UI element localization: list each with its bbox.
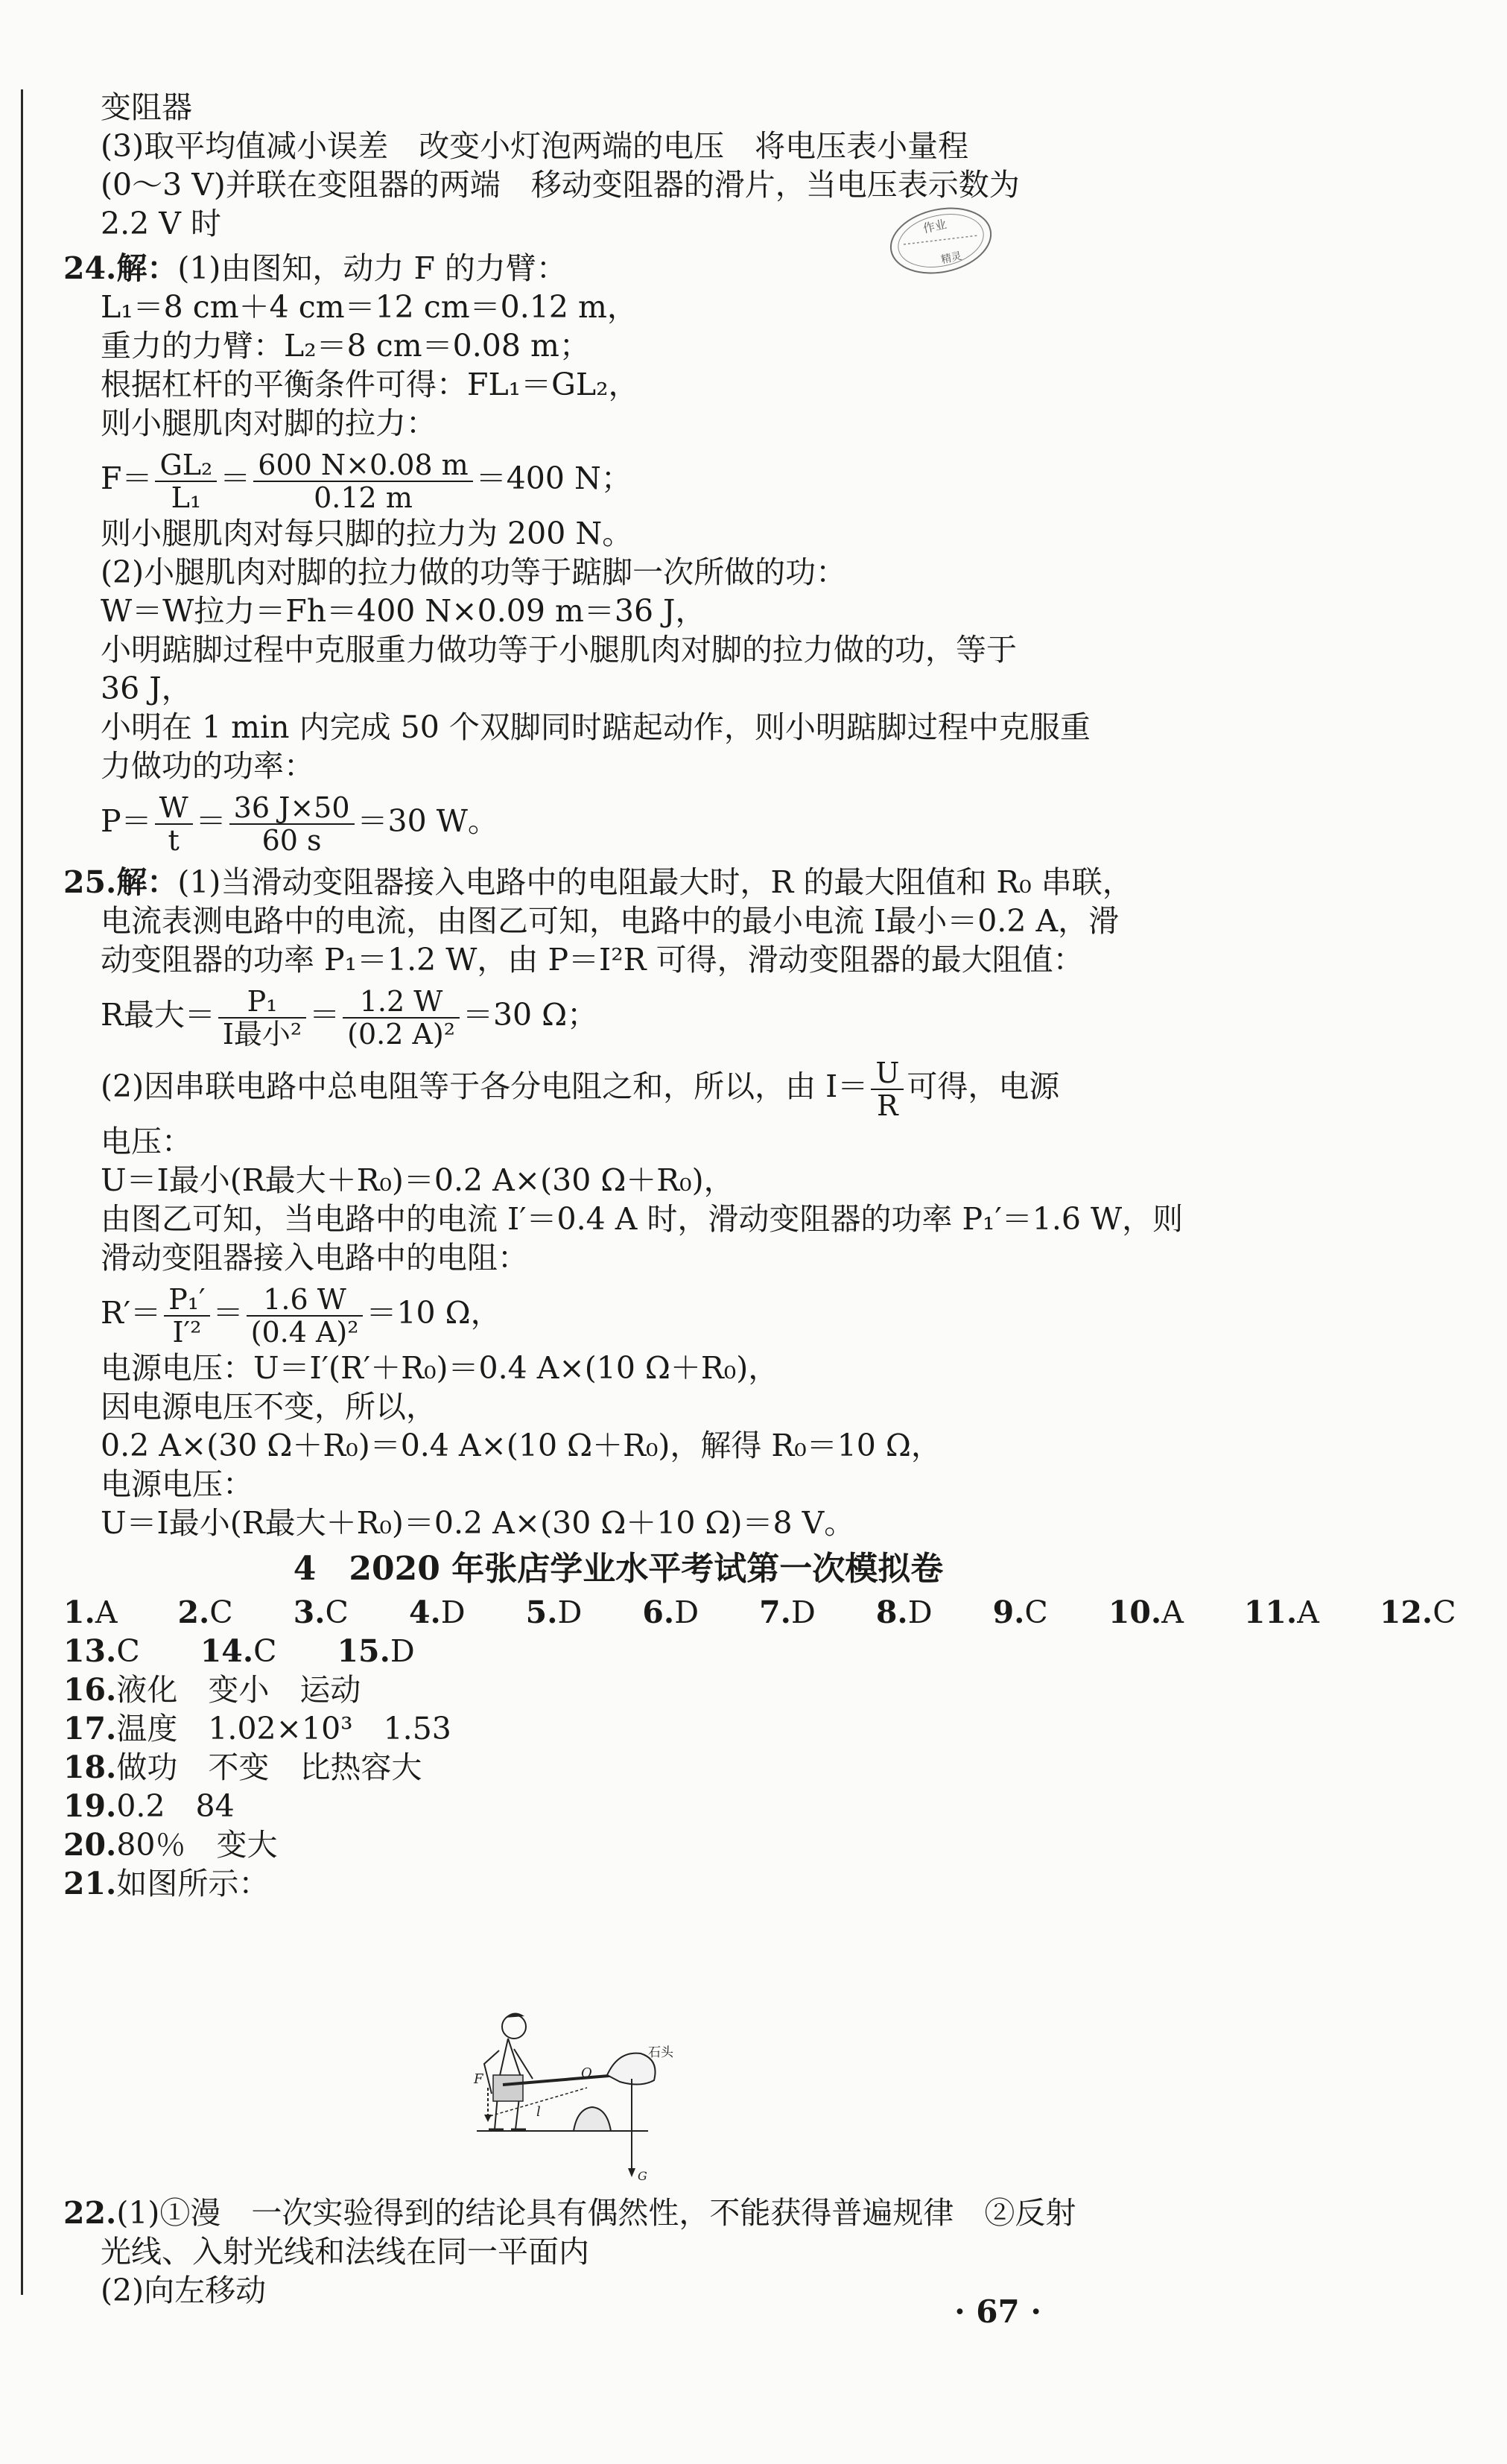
- q25-formula-rprime: [63, 1277, 1173, 1349]
- arm-label: l: [536, 2104, 541, 2120]
- mc-answer: 9.C: [992, 1594, 1048, 1630]
- fraction-numerator: 600 N×0.08 m: [253, 449, 472, 482]
- fraction-denominator: (0.2 A)²: [347, 1017, 455, 1051]
- q25-line: 由图乙可知，当电路中的电流 I′＝0.4 A 时，滑动变阻器的功率 P₁′＝1.6 W，则: [101, 1201, 1184, 1237]
- fraction-numerator: GL₂: [155, 449, 217, 482]
- q24-line: 力做功的功率：: [101, 748, 314, 784]
- equals-sign: ＝: [309, 997, 340, 1033]
- page-number: · 67 ·: [954, 2293, 1041, 2330]
- mc-answers-row-1: [63, 1593, 1456, 1632]
- fraction-denominator: 60 s: [261, 823, 322, 857]
- fraction-numerator: 1.6 W: [247, 1284, 364, 1317]
- q24-line: 重力的力臂：L₂＝8 cm＝0.08 m；: [101, 328, 590, 364]
- q25-line: U＝I最小(R最大＋R₀)＝0.2 A×(30 Ω＋10 Ω)＝8 V。: [101, 1505, 855, 1541]
- q25-line: (1)当滑动变阻器接入电路中的电阻最大时，R 的最大阻值和 R₀ 串联，: [177, 864, 1133, 900]
- q24-line: 小明踮脚过程中克服重力做功等于小腿肌肉对脚的拉力做的功，等于: [101, 632, 1017, 668]
- formula-lhs: R′＝: [101, 1295, 162, 1331]
- q25-first-line: [63, 863, 1173, 902]
- person-head-icon: [502, 2015, 526, 2039]
- fraction-numerator: 36 J×50: [229, 792, 355, 825]
- fill-answer: 18.做功 不变 比热容大: [63, 1749, 422, 1785]
- fraction: [218, 986, 306, 1050]
- fill-answer: 20.80％ 变大: [63, 1827, 278, 1863]
- stamp-text-top: 作业: [921, 217, 948, 236]
- section-title: 4 2020 年张店学业水平考试第一次模拟卷: [293, 1550, 944, 1588]
- mc-answer: 10.A: [1108, 1594, 1184, 1630]
- q22-line: (2)向左移动: [101, 2273, 267, 2308]
- formula-rhs: ＝400 N；: [475, 460, 632, 496]
- text-line: 2.2 V 时: [101, 206, 221, 241]
- text-segment: (2)因串联电路中总电阻等于各分电阻之和，所以，由 I＝: [101, 1068, 869, 1104]
- q25-line: 因电源电压不变，所以，: [101, 1389, 437, 1425]
- fraction-numerator: P₁′: [164, 1284, 209, 1317]
- q24-line: 根据杠杆的平衡条件可得：FL₁＝GL₂，: [101, 367, 639, 402]
- fill-answer: 17.温度 1.02×10³ 1.53: [63, 1711, 451, 1746]
- fraction-numerator: W: [155, 792, 193, 825]
- text-line: 变阻器: [101, 89, 192, 125]
- q25-line: 0.2 A×(30 Ω＋R₀)＝0.4 A×(10 Ω＋R₀)，解得 R₀＝10 Ω，: [101, 1428, 942, 1463]
- formula-rhs: ＝30 W。: [357, 803, 498, 839]
- equals-sign: ＝: [220, 460, 251, 496]
- q24-line: L₁＝8 cm＋4 cm＝12 cm＝0.12 m，: [101, 289, 638, 325]
- q24-first-line: [63, 249, 1173, 288]
- q24-line: 则小腿肌肉对脚的拉力：: [101, 405, 437, 441]
- fraction: [871, 1057, 904, 1121]
- mc-answer: 13.C: [63, 1633, 140, 1669]
- fraction-denominator: I′²: [172, 1315, 202, 1349]
- fraction: [155, 449, 217, 513]
- q25-formula-rmax: [63, 979, 1173, 1051]
- mc-answer: 11.A: [1243, 1594, 1319, 1630]
- equals-sign: ＝: [212, 1295, 244, 1331]
- q25-line: 电压：: [101, 1124, 192, 1159]
- text-line: (3)取平均值减小误差 改变小灯泡两端的电压 将电压表小量程: [101, 128, 969, 164]
- mc-answer: 6.D: [642, 1594, 699, 1630]
- formula-rhs: ＝10 Ω，: [366, 1295, 501, 1331]
- mc-answer: 3.C: [293, 1594, 349, 1630]
- fill-answer: 21.如图所示：: [63, 1866, 270, 1901]
- fraction: [253, 449, 472, 513]
- fraction-denominator: (0.4 A)²: [250, 1315, 359, 1349]
- formula-lhs: P＝: [101, 803, 152, 839]
- formula-lhs: R最大＝: [101, 997, 215, 1033]
- gravity-label: G: [638, 2169, 647, 2183]
- fill-answer: 19.0.2 84: [63, 1788, 235, 1824]
- mc-answer: 12.C: [1379, 1594, 1456, 1630]
- fraction: [155, 792, 193, 856]
- fraction-denominator: L₁: [171, 481, 202, 514]
- q25-line: 电流表测电路中的电流，由图乙可知，电路中的最小电流 I最小＝0.2 A，滑: [101, 903, 1120, 939]
- mc-answer: 5.D: [525, 1594, 583, 1630]
- q22-number: 22.: [63, 2195, 117, 2231]
- formula-lhs: F＝: [101, 460, 153, 496]
- q25-line-ohm: [63, 1051, 1173, 1122]
- mc-answers-row-2: [63, 1632, 1173, 1670]
- q24-line: (1)由图知，动力 F 的力臂：: [177, 250, 567, 286]
- text-line: (0～3 V)并联在变阻器的两端 移动变阻器的滑片，当电压表示数为: [101, 167, 1020, 203]
- fraction-numerator: U: [871, 1057, 904, 1090]
- mc-answer: 14.C: [200, 1633, 277, 1669]
- mc-answer: 15.D: [337, 1633, 415, 1669]
- mc-answer: 8.D: [875, 1594, 933, 1630]
- fill-answer: 16.液化 变小 运动: [63, 1672, 361, 1708]
- fraction: [164, 1284, 209, 1348]
- q24-number: 24.: [63, 250, 117, 286]
- fraction-denominator: 0.12 m: [314, 481, 413, 514]
- fraction: [343, 986, 460, 1050]
- formula-rhs: ＝30 Ω；: [462, 997, 598, 1033]
- q24-line: W＝W拉力＝Fh＝400 N×0.09 m＝36 J，: [101, 593, 706, 629]
- mc-answer: 2.C: [177, 1594, 233, 1630]
- q22-line: (1)①漫 一次实验得到的结论具有偶然性，不能获得普遍规律 ②反射: [116, 2195, 1076, 2231]
- fraction-denominator: I最小²: [222, 1017, 302, 1051]
- q25-line: 电源电压：U＝I′(R′＋R₀)＝0.4 A×(10 Ω＋R₀)，: [101, 1350, 779, 1386]
- q24-line: 小明在 1 min 内完成 50 个双脚同时踮起动作，则小明踮脚过程中克服重: [101, 709, 1091, 745]
- q25-line: 滑动变阻器接入电路中的电阻：: [101, 1240, 528, 1276]
- fraction-numerator: P₁: [218, 986, 306, 1019]
- q22-block: [63, 2194, 1173, 2310]
- fraction-denominator: R: [877, 1089, 898, 1122]
- q25-line: U＝I最小(R最大＋R₀)＝0.2 A×(30 Ω＋R₀)，: [101, 1162, 735, 1198]
- mc-answer: 4.D: [408, 1594, 466, 1630]
- mc-answer: 7.D: [759, 1594, 816, 1630]
- q24-formula-force: [63, 443, 1173, 514]
- q25-number: 25.: [63, 864, 117, 900]
- text-segment: 可得，电源: [907, 1068, 1060, 1104]
- mc-answer: 1.A: [63, 1594, 118, 1630]
- binding-margin-line: [21, 89, 23, 2295]
- q22-first-line: [63, 2194, 1173, 2232]
- fraction-denominator: t: [168, 823, 180, 857]
- equals-sign: ＝: [195, 803, 226, 839]
- fraction: [247, 1284, 364, 1348]
- q24-line: 36 J，: [101, 671, 192, 706]
- q25-solve-label: 解：: [116, 864, 178, 900]
- content: [63, 88, 1456, 1903]
- pivot-label: O: [581, 2065, 592, 2081]
- q24-line: (2)小腿肌肉对脚的拉力做的功等于踮脚一次所做的功：: [101, 554, 847, 590]
- q24-line: 则小腿肌肉对每只脚的拉力为 200 N。: [101, 516, 633, 551]
- q25-line: 动变阻器的功率 P₁＝1.2 W，由 P＝I²R 可得，滑动变阻器的最大阻值：: [101, 942, 1084, 978]
- force-label: F: [474, 2071, 483, 2087]
- q25-line: 电源电压：: [101, 1466, 253, 1502]
- stone-label: 石头: [648, 2045, 673, 2060]
- q22-line: 光线、入射光线和法线在同一平面内: [101, 2234, 589, 2270]
- stamp-text-bottom: 精灵: [939, 250, 963, 267]
- q24-formula-power: [63, 785, 1173, 857]
- fraction: [229, 792, 355, 856]
- lever-figure: [462, 2004, 708, 2191]
- q24-solve-label: 解：: [116, 250, 178, 286]
- fraction-numerator: 1.2 W: [343, 986, 460, 1019]
